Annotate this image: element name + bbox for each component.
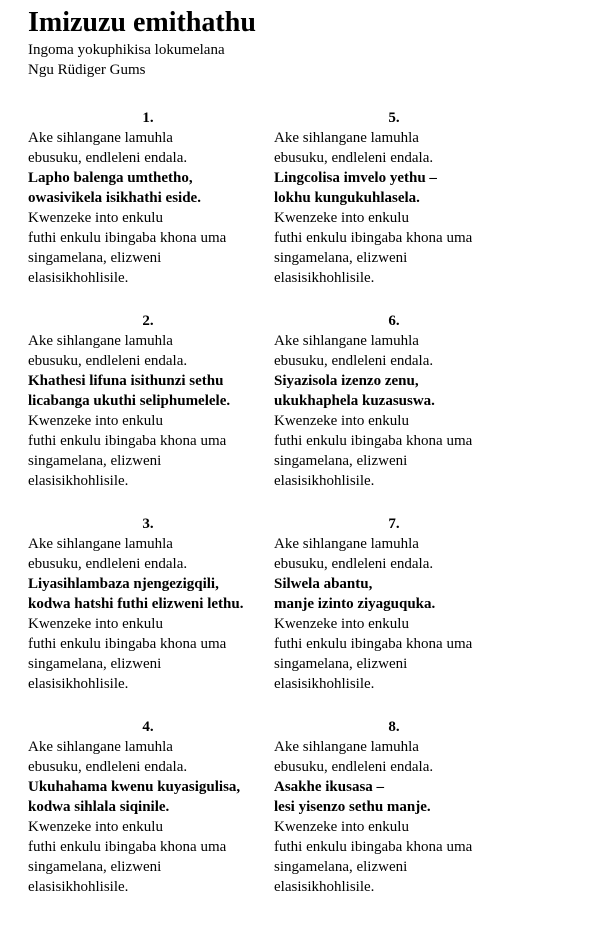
verse-line: singamelana, elizweni [274,250,408,266]
verse-line: Ake sihlangane lamuhla [28,333,173,349]
verse [274,311,514,514]
verse-line: Kwenzeke into enkulu [274,819,409,835]
verse-line: Ake sihlangane lamuhla [274,333,419,349]
verse-line: elasisikhohlisile. [274,676,375,692]
verse-grid [28,108,514,920]
verse-number: 1. [142,110,154,126]
verse-line-bold: lesi yisenzo sethu manje. [274,799,431,815]
verse-line: futhi enkulu ibingaba khona uma [274,636,473,652]
verse-line: Ake sihlangane lamuhla [274,130,419,146]
verse-line: Ake sihlangane lamuhla [274,739,419,755]
verse-line: elasisikhohlisile. [274,879,375,895]
verse-number: 3. [142,516,154,532]
verse-line: elasisikhohlisile. [28,270,129,286]
verse-line-bold: Lapho balenga umthetho, [28,170,193,186]
verse [28,717,274,920]
verse-number: 5. [388,110,400,126]
verse-line: Ake sihlangane lamuhla [274,536,419,552]
verse-line: Ake sihlangane lamuhla [28,536,173,552]
verse [28,108,274,311]
verse-line-bold: manje izinto ziyaguquka. [274,596,436,612]
verse-line: Kwenzeke into enkulu [28,819,163,835]
verse-line: futhi enkulu ibingaba khona uma [274,433,473,449]
verse-line-bold: kodwa hatshi futhi elizweni lethu. [28,596,244,612]
verse-line-bold: Siyazisola izenzo zenu, [274,373,419,389]
verse-line: elasisikhohlisile. [28,676,129,692]
document-author: Ngu Rüdiger Gums [28,62,146,78]
document-subtitle: Ingoma yokuphikisa lokumelana [28,42,225,58]
verse [274,108,514,311]
verse-line: ebusuku, endleleni endala. [28,150,188,166]
verse-line: Kwenzeke into enkulu [28,210,163,226]
verse-line: ebusuku, endleleni endala. [28,759,188,775]
verse-line: Ake sihlangane lamuhla [28,130,173,146]
verse [274,717,514,920]
verse-number: 7. [388,516,400,532]
verse-line: singamelana, elizweni [274,656,408,672]
verse-line: Kwenzeke into enkulu [274,413,409,429]
verse-line-bold: ukukhaphela kuzasuswa. [274,393,435,409]
verse-line: Kwenzeke into enkulu [28,616,163,632]
verse-line: futhi enkulu ibingaba khona uma [274,230,473,246]
verse-line: Kwenzeke into enkulu [274,616,409,632]
verse-line: Kwenzeke into enkulu [274,210,409,226]
verse-line: elasisikhohlisile. [28,473,129,489]
verse-line-bold: Silwela abantu, [274,576,373,592]
document-page [28,6,588,895]
verse-line: singamelana, elizweni [28,453,162,469]
verse-number: 6. [388,313,400,329]
verse-line: elasisikhohlisile. [28,879,129,895]
verse-line: Ake sihlangane lamuhla [28,739,173,755]
verse-line: futhi enkulu ibingaba khona uma [28,839,227,855]
verse [274,514,514,717]
verse [28,514,274,717]
verse-line-bold: Ukuhahama kwenu kuyasigulisa, [28,779,241,795]
verse-line-bold: Liyasihlambaza njengezigqili, [28,576,219,592]
verse-line-bold: licabanga ukuthi seliphumelele. [28,393,231,409]
verse-line: ebusuku, endleleni endala. [28,556,188,572]
verse-line: elasisikhohlisile. [274,473,375,489]
verse-line: ebusuku, endleleni endala. [274,150,434,166]
verse-line-bold: Lingcolisa imvelo yethu – [274,170,437,186]
verse-line: futhi enkulu ibingaba khona uma [274,839,473,855]
verse-line: singamelana, elizweni [28,859,162,875]
verse-line-bold: kodwa sihlala siqinile. [28,799,170,815]
verse-line: elasisikhohlisile. [274,270,375,286]
verse-line: futhi enkulu ibingaba khona uma [28,636,227,652]
verse-number: 4. [142,719,154,735]
verse [28,311,274,514]
verse-line: ebusuku, endleleni endala. [274,759,434,775]
verse-line: Kwenzeke into enkulu [28,413,163,429]
verse-line-bold: lokhu kungukuhlasela. [274,190,420,206]
document-title: Imizuzu emithathu [28,7,256,38]
verse-line: ebusuku, endleleni endala. [274,556,434,572]
verse-line: singamelana, elizweni [274,859,408,875]
verse-line: singamelana, elizweni [28,250,162,266]
verse-line: singamelana, elizweni [274,453,408,469]
verse-line: ebusuku, endleleni endala. [274,353,434,369]
verse-line-bold: Khathesi lifuna isithunzi sethu [28,373,224,389]
verse-line: ebusuku, endleleni endala. [28,353,188,369]
verse-number: 2. [142,313,154,329]
verse-line: futhi enkulu ibingaba khona uma [28,433,227,449]
verse-line-bold: owasivikela isikhathi eside. [28,190,201,206]
verse-line: futhi enkulu ibingaba khona uma [28,230,227,246]
verse-number: 8. [388,719,400,735]
verse-line-bold: Asakhe ikusasa – [274,779,385,795]
verse-line: singamelana, elizweni [28,656,162,672]
